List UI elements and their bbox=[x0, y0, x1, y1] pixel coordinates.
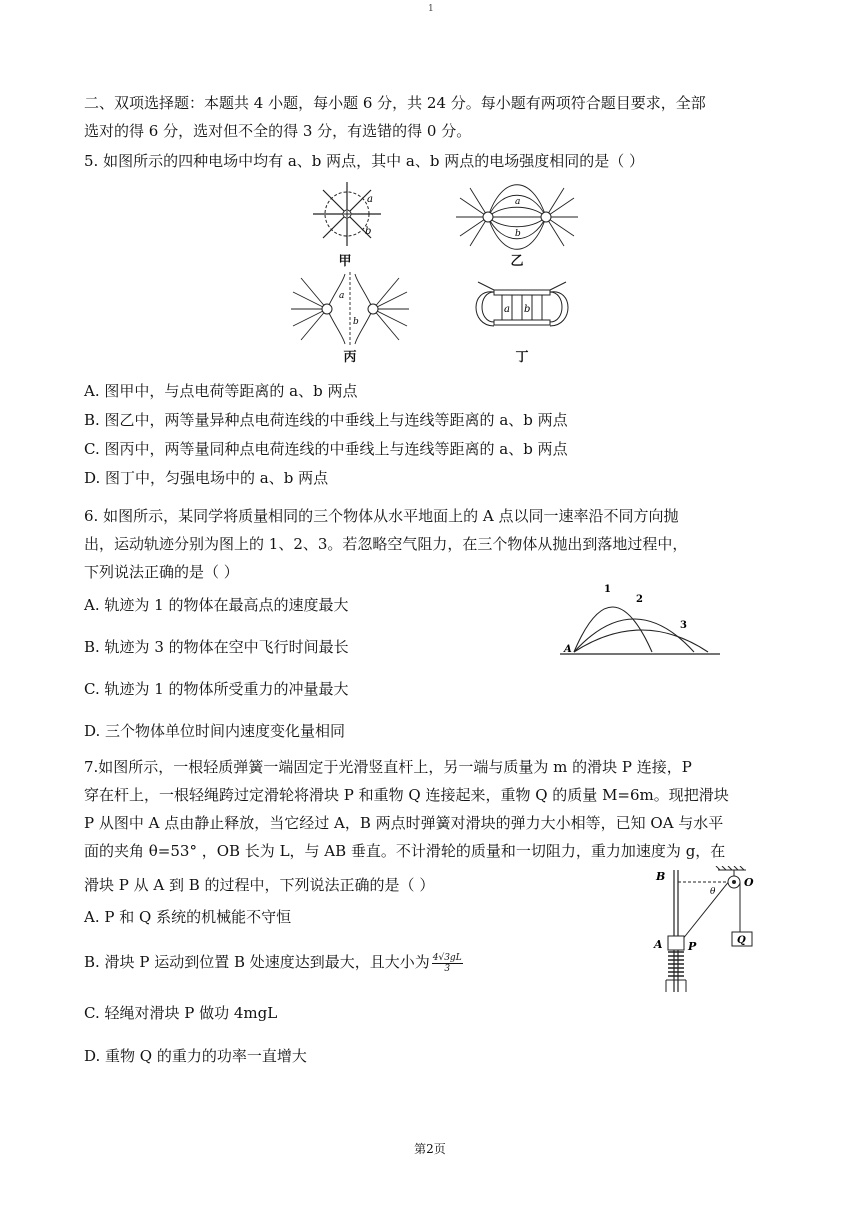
fraction-numerator: 4√3gL bbox=[432, 952, 462, 963]
q6-option-a: A. 轨迹为 1 的物体在最高点的速度最大 bbox=[84, 596, 349, 614]
fraction-denominator: 3 bbox=[444, 963, 451, 974]
label-a: a bbox=[367, 194, 373, 205]
label-b: b bbox=[365, 226, 372, 237]
q5-option-c: C. 图丙中，两等量同种点电荷连线的中垂线上与连线等距离的 a、b 两点 bbox=[84, 440, 568, 458]
q7-stem-line1: 7.如图所示，一根轻质弹簧一端固定于光滑竖直杆上，另一端与质量为 m 的滑块 P 连接，P bbox=[84, 758, 692, 776]
q7-option-b-text: B. 滑块 P 运动到位置 B 处速度达到最大，且大小为 bbox=[84, 953, 430, 971]
q5-option-d: D. 图丁中，匀强电场中的 a、b 两点 bbox=[84, 469, 329, 487]
label-a: a bbox=[339, 291, 345, 301]
q6-option-b: B. 轨迹为 3 的物体在空中飞行时间最长 bbox=[84, 638, 349, 656]
point-A-label: A bbox=[564, 644, 572, 655]
slider-P-label: P bbox=[688, 940, 697, 953]
q7-pulley-figure bbox=[648, 866, 760, 996]
label-a: a bbox=[515, 197, 521, 207]
point-A-label: A bbox=[654, 938, 663, 951]
label-b: b bbox=[524, 304, 531, 315]
caption-yi: 乙 bbox=[510, 254, 524, 269]
q7-option-d: D. 重物 Q 的重力的功率一直增大 bbox=[84, 1047, 307, 1065]
q5-figure-jia bbox=[305, 178, 389, 248]
q6-option-c: C. 轨迹为 1 的物体所受重力的冲量最大 bbox=[84, 680, 349, 698]
q7-stem-line2: 穿在杆上，一根轻绳跨过定滑轮将滑块 P 和重物 Q 连接起来，重物 Q 的质量 M=6m。现把滑块 bbox=[84, 786, 729, 804]
q7-stem-line3: P 从图中 A 点由静止释放，当它经过 A，B 两点时弹簧对滑块的弹力大小相等，已知 OA 与水平 bbox=[84, 814, 724, 832]
q6-stem-line3: 下列说法正确的是（ ） bbox=[84, 563, 239, 581]
q6-option-d: D. 三个物体单位时间内速度变化量相同 bbox=[84, 722, 346, 740]
q6-stem-line1: 6. 如图所示，某同学将质量相同的三个物体从水平地面上的 A 点以同一速率沿不同方向抛 bbox=[84, 507, 679, 525]
section-intro-line2: 选对的得 6 分，选对但不全的得 3 分，有选错的得 0 分。 bbox=[84, 122, 472, 140]
label-b: b bbox=[353, 317, 359, 327]
caption-ding: 丁 bbox=[515, 350, 529, 365]
weight-Q-label: Q bbox=[737, 935, 746, 946]
label-a: a bbox=[504, 304, 510, 315]
q7-option-c: C. 轻绳对滑块 P 做功 4mgL bbox=[84, 1004, 278, 1022]
page-number: 第2页 bbox=[414, 1142, 446, 1156]
label-b: b bbox=[515, 229, 521, 239]
section-intro-line1: 二、双项选择题：本题共 4 小题，每小题 6 分，共 24 分。每小题有两项符合题目要求，全部 bbox=[84, 94, 706, 112]
q5-option-b: B. 图乙中，两等量异种点电荷连线的中垂线上与连线等距离的 a、b 两点 bbox=[84, 411, 568, 429]
theta-label: θ bbox=[710, 887, 716, 897]
q7-option-a: A. P 和 Q 系统的机械能不守恒 bbox=[84, 908, 292, 926]
q5-option-a: A. 图甲中，与点电荷等距离的 a、b 两点 bbox=[84, 382, 358, 400]
q6-stem-line2: 出，运动轨迹分别为图上的 1、2、3。若忽略空气阻力，在三个物体从抛出到落地过程中， bbox=[84, 535, 688, 553]
q5-figure-yi bbox=[452, 184, 582, 250]
q7-stem-line5: 滑块 P 从 A 到 B 的过程中，下列说法正确的是（ ） bbox=[84, 876, 435, 894]
caption-jia: 甲 bbox=[338, 254, 352, 269]
caption-bing: 丙 bbox=[343, 350, 357, 365]
q6-trajectory-figure bbox=[560, 578, 722, 658]
q7-option-b-fraction bbox=[432, 953, 463, 974]
trajectory-3-label: 3 bbox=[680, 620, 687, 631]
trajectory-2-label: 2 bbox=[636, 594, 643, 605]
header-mark: 1 bbox=[428, 4, 434, 14]
q5-figure-bing bbox=[287, 272, 413, 346]
q7-option-b bbox=[84, 951, 463, 974]
trajectory-1-label: 1 bbox=[604, 584, 611, 595]
q7-stem-line4: 面的夹角 θ=53° ，OB 长为 L，与 AB 垂直。不计滑轮的质量和一切阻力，重力加速度为 g，在 bbox=[84, 842, 726, 860]
point-B-label: B bbox=[656, 870, 666, 883]
q5-stem: 5. 如图所示的四种电场中均有 a、b 两点，其中 a、b 两点的电场强度相同的是（ ） bbox=[84, 152, 645, 170]
q5-figure-ding bbox=[472, 278, 572, 340]
point-O-label: O bbox=[744, 876, 754, 889]
